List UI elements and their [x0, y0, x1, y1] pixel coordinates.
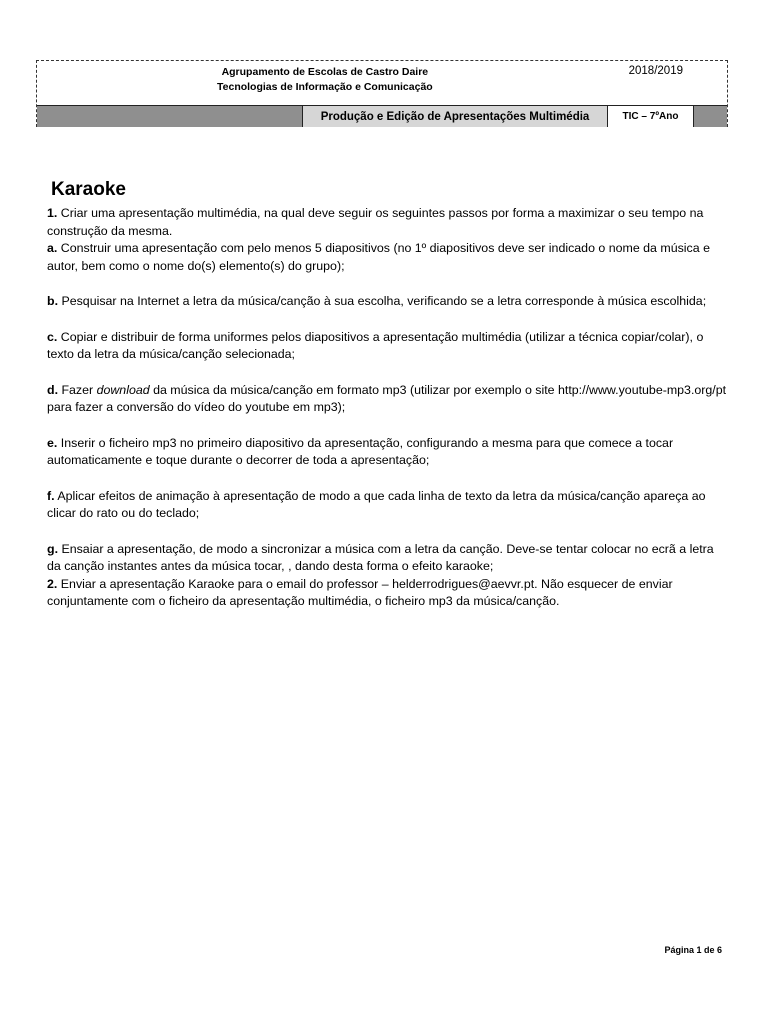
item-text: Pesquisar na Internet a letra da música/canção à sua escolha, verificando se a letra corresponde à música escolhida; [58, 294, 707, 308]
document-header [36, 60, 728, 127]
item-label: 2. [47, 576, 58, 591]
document-body [47, 178, 727, 611]
document-title: Karaoke [51, 179, 126, 200]
item-c [47, 329, 727, 364]
page-number: Página 1 de 6 [664, 945, 722, 955]
school-name: Agrupamento de Escolas de Castro Daire [221, 66, 429, 78]
item-label: b. [47, 294, 59, 308]
item-label: e. [47, 435, 58, 450]
item-text-before: Fazer [58, 382, 97, 397]
item-text: Copiar e distribuir de forma uniformes pelos diapositivos a apresentação multimédia (utilizar a técnica copiar/colar), o texto da letra da música/canção selecionada; [47, 329, 704, 361]
item-text: Inserir o ficheiro mp3 no primeiro diapositivo da apresentação, configurando a mesma para que comece a tocar automaticamente e toque durante o decorrer de toda a apresentação; [47, 435, 674, 467]
item-label: d. [47, 382, 59, 397]
item-d [47, 382, 727, 417]
item-a [47, 240, 727, 275]
item-e [47, 435, 727, 470]
school-info [217, 65, 433, 95]
header-band [37, 105, 727, 127]
item-b [47, 293, 727, 311]
item-1 [47, 205, 727, 240]
item-text: Ensaiar a apresentação, de modo a sincronizar a música com a letra da canção. Deve-se tentar colocar no ecrã a letra da canção instantes antes da música tocar, , dando desta forma o efeito karaoke; [47, 541, 714, 573]
item-f [47, 488, 727, 523]
course-level: TIC – 7ºAno [608, 106, 694, 127]
item-2 [47, 576, 727, 611]
item-text: da música da música/canção em formato mp3 (utilizar por exemplo o site http://www.youtube-mp3.org/pt para fazer a conversão do vídeo do youtube em mp3); [47, 382, 727, 414]
item-text: Criar uma apresentação multimédia, na qual deve seguir os seguintes passos por forma a maximizar o seu tempo na construção da mesma. [47, 206, 704, 238]
item-label: g. [47, 541, 59, 556]
item-text: Enviar a apresentação Karaoke para o email do professor – helderrodrigues@aevvr.pt. Não esquecer de enviar conjuntamente com o ficheiro da apresentação multimédia, o ficheiro mp3 da música/canção. [47, 576, 673, 608]
item-label: f. [47, 488, 55, 503]
item-label: 1. [47, 206, 58, 220]
item-text: Aplicar efeitos de animação à apresentação de modo a que cada linha de texto da letra da música/canção apareça ao clicar do rato ou do teclado; [47, 488, 706, 520]
item-g [47, 541, 727, 576]
item-label: c. [47, 329, 58, 344]
department-name: Tecnologias de Informação e Comunicação [217, 81, 433, 93]
course-title: Produção e Edição de Apresentações Multimédia [303, 106, 608, 127]
header-band-right [694, 106, 727, 127]
item-label: a. [47, 241, 58, 255]
item-emphasis: download [96, 382, 150, 397]
header-band-left [37, 106, 303, 127]
school-year: 2018/2019 [628, 65, 683, 77]
item-text: Construir uma apresentação com pelo menos 5 diapositivos (no 1º diapositivos deve ser indicado o nome da música e autor, bem como o nome do(s) elemento(s) do grupo); [47, 241, 710, 273]
